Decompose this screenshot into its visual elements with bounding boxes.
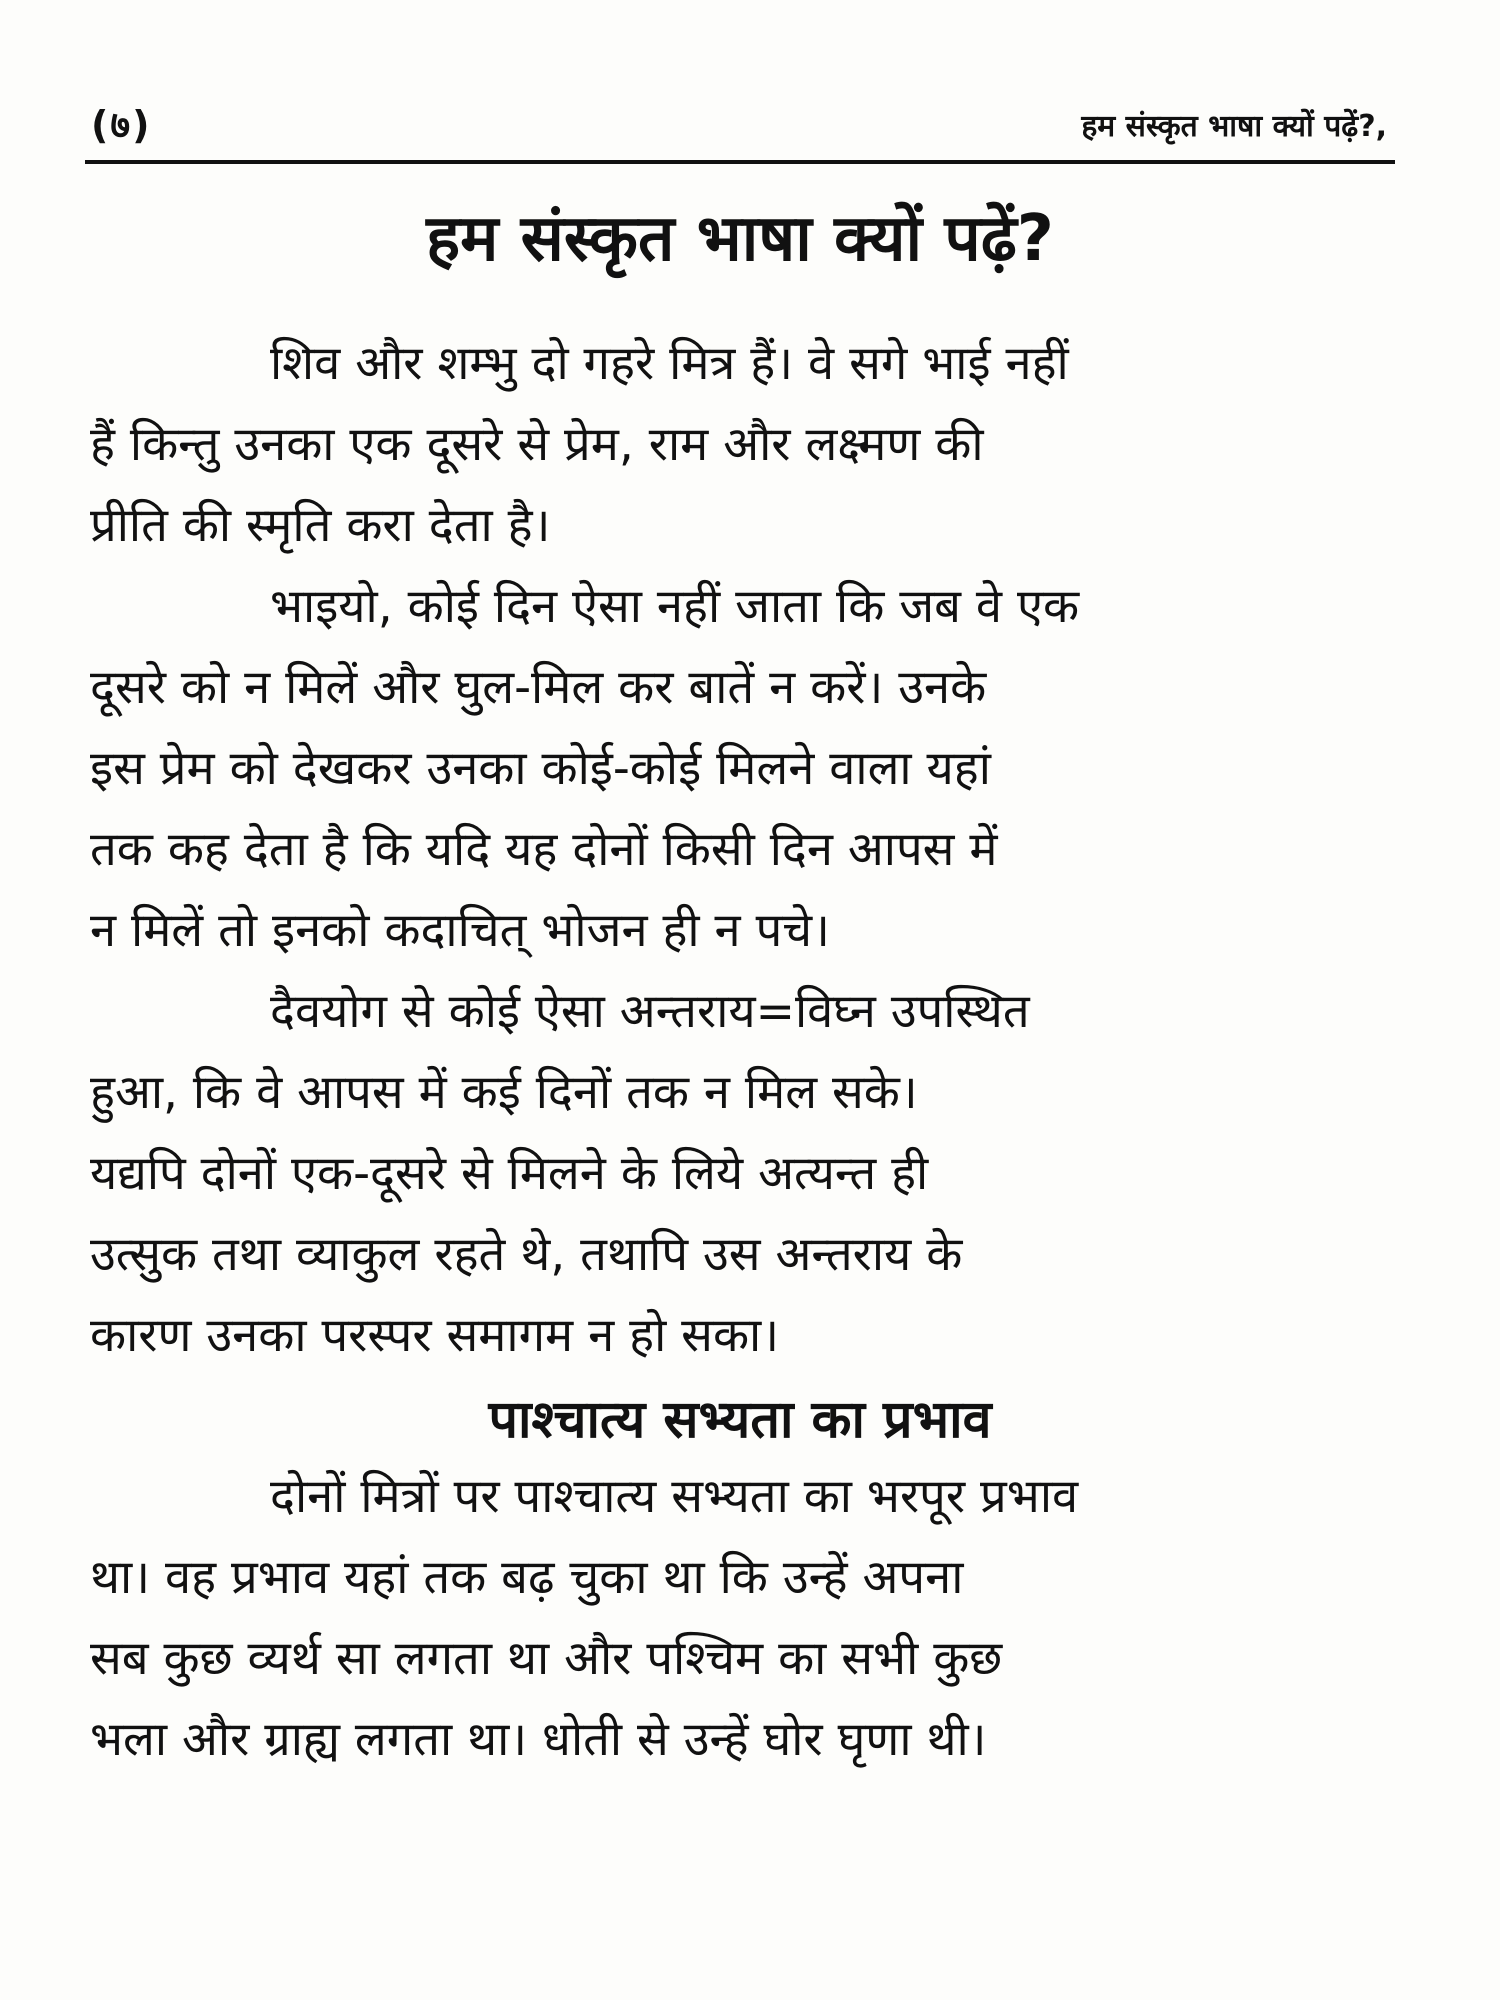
paragraph-line: भाइयो, कोई दिन ऐसा नहीं जाता कि जब वे एक — [270, 579, 1080, 634]
running-title: हम संस्कृत भाषा क्यों पढ़ें?, — [1081, 109, 1387, 144]
paragraph-line: दूसरे को न मिलें और घुल-मिल कर बातें न करें। उनके — [90, 660, 987, 715]
paragraph-line: तक कह देता है कि यदि यह दोनों किसी दिन आपस में — [90, 822, 998, 877]
paragraph-line: दोनों मित्रों पर पाश्चात्य सभ्यता का भरपूर प्रभाव — [270, 1469, 1079, 1524]
running-header — [85, 96, 1395, 164]
paragraph-line: कारण उनका परस्पर समागम न हो सका। — [90, 1308, 780, 1363]
paragraph-line: सब कुछ व्यर्थ सा लगता था और पश्चिम का सभी कुछ — [90, 1631, 1003, 1686]
page-number: (७) — [91, 103, 152, 147]
paragraph-line: दैवयोग से कोई ऐसा अन्तराय=विघ्न उपस्थित — [270, 984, 1030, 1039]
paragraph-line: हुआ, कि वे आपस में कई दिनों तक न मिल सके। — [90, 1065, 918, 1120]
paragraph-line: शिव और शम्भु दो गहरे मित्र हैं। वे सगे भाई नहीं — [270, 336, 1069, 391]
section-title: पाश्चात्य सभ्यता का प्रभाव — [488, 1390, 992, 1450]
chapter-title: हम संस्कृत भाषा क्यों पढ़ें? — [426, 202, 1054, 276]
paragraph-1 — [90, 323, 1395, 566]
paragraph-line: इस प्रेम को देखकर उनका कोई-कोई मिलने वाला यहां — [90, 741, 991, 796]
paragraph-line: हैं किन्तु उनका एक दूसरे से प्रेम, राम और लक्ष्मण की — [90, 417, 984, 472]
paragraph-line: न मिलें तो इनको कदाचित् भोजन ही न पचे। — [90, 903, 830, 958]
paragraph-line: प्रीति की स्मृति करा देता है। — [90, 498, 551, 553]
paragraph-line: था। वह प्रभाव यहां तक बढ़ चुका था कि उन्हें अपना — [90, 1550, 964, 1605]
paragraph-line: भला और ग्राह्य लगता था। धोती से उन्हें घोर घृणा थी। — [90, 1712, 987, 1767]
paragraph-line: यद्यपि दोनों एक-दूसरे से मिलने के लिये अत्यन्त ही — [90, 1146, 929, 1201]
paragraph-2 — [90, 566, 1395, 971]
paragraph-3 — [90, 971, 1395, 1376]
paragraph-line: उत्सुक तथा व्याकुल रहते थे, तथापि उस अन्तराय के — [90, 1227, 963, 1282]
section-paragraph — [90, 1456, 1395, 1780]
